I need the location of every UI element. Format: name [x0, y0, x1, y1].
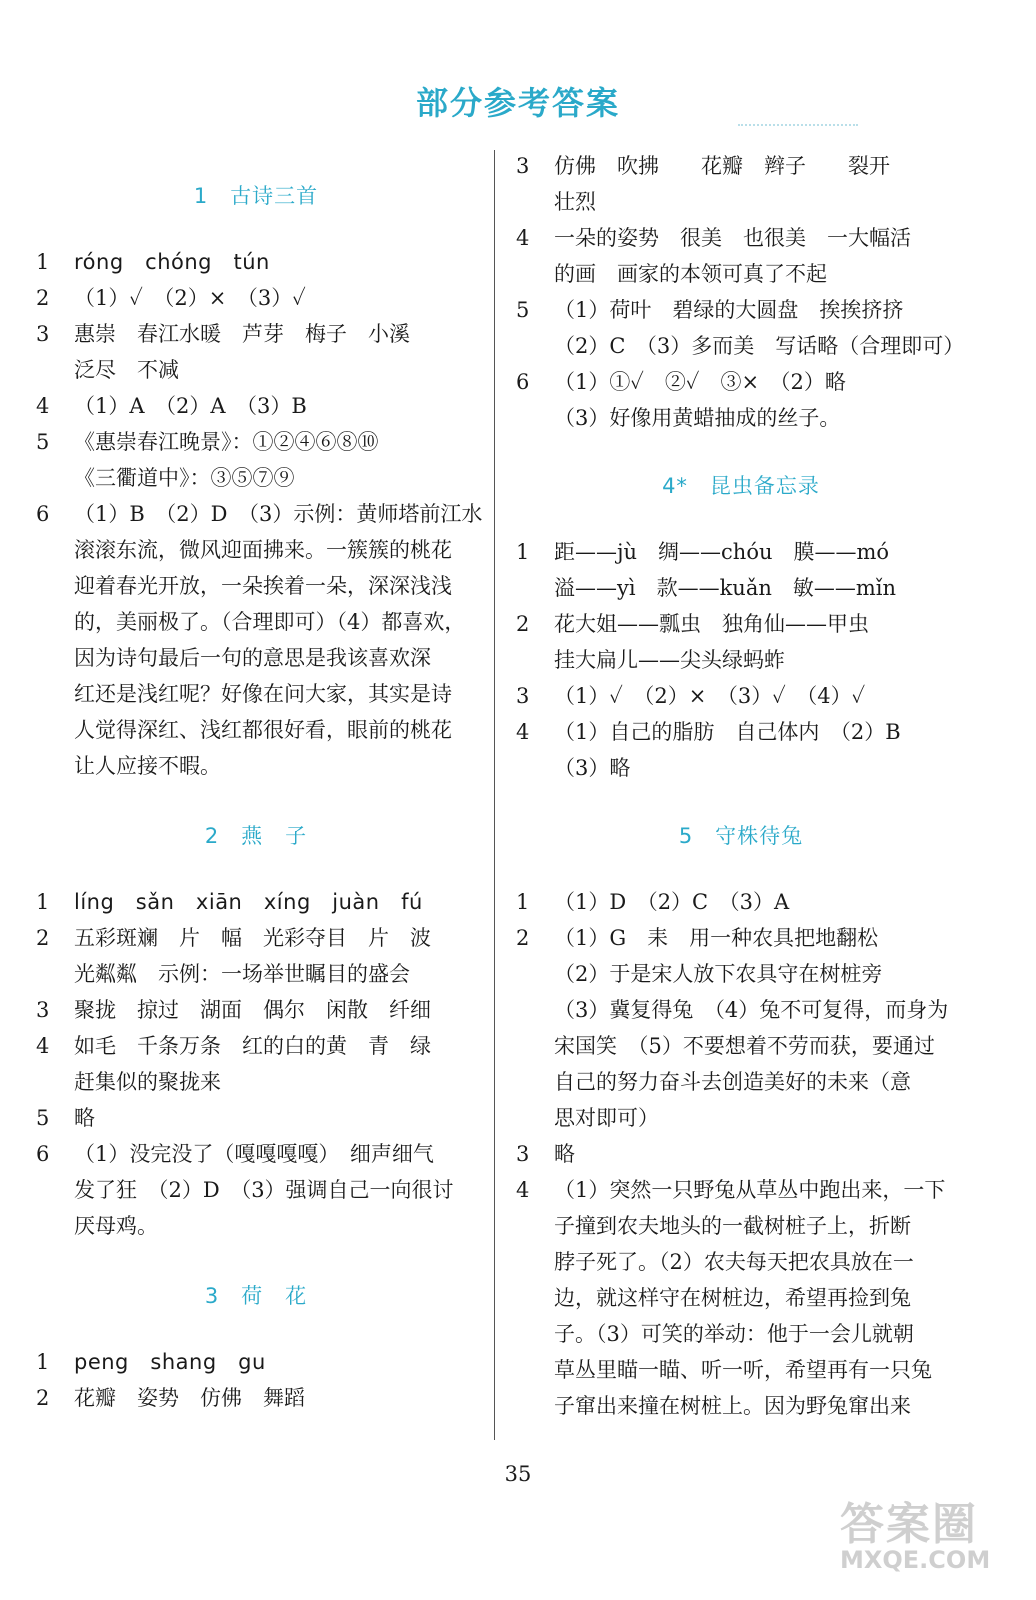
answer-item	[36, 992, 476, 1028]
answer-line: 子窜出来撞在树桩上。因为野兔窜出来	[554, 1394, 911, 1418]
answer-line: （1）D （2）C （3）A	[554, 890, 790, 914]
answer-item	[516, 364, 966, 436]
answer-text	[74, 496, 482, 784]
answer-line: 赶集似的聚拢来	[74, 1070, 221, 1094]
lesson-section	[516, 818, 966, 1424]
answer-line: 因为诗句最后一句的意思是我该喜欢深	[74, 646, 431, 670]
answer-line: （1）自己的脂肪 自己体内 （2）B	[554, 720, 901, 744]
answer-line: 脖子死了。（2）农夫每天把农具放在一	[554, 1250, 914, 1274]
answer-line: 发了狂 （2）D （3）强调自己一向很讨	[74, 1178, 454, 1202]
answer-line: （1）G 耒 用一种农具把地翻松	[554, 926, 879, 950]
answer-text	[74, 388, 476, 424]
answer-text	[74, 424, 476, 496]
answer-text	[74, 1344, 476, 1380]
answer-text	[554, 1172, 966, 1424]
section-title: 5 守株待兔	[678, 824, 804, 848]
answer-line: 自己的努力奋斗去创造美好的未来（意	[554, 1070, 911, 1094]
question-number: 3	[516, 1142, 530, 1166]
question-number: 1	[36, 1350, 50, 1374]
answer-line: 仿佛 吹拂 花瓣 辫子 裂开	[554, 154, 890, 178]
answer-text	[74, 920, 476, 992]
answer-text	[554, 534, 966, 606]
answer-line: 人觉得深红、浅红都很好看，眼前的桃花	[74, 718, 452, 742]
watermark-logo	[840, 1488, 1010, 1584]
question-number: 4	[516, 226, 530, 250]
watermark-url: MXQE.COM	[840, 1546, 991, 1574]
answer-item	[516, 884, 966, 920]
question-number: 2	[36, 1386, 50, 1410]
question-number: 1	[36, 890, 50, 914]
question-number: 1	[36, 250, 50, 274]
answer-text	[74, 316, 476, 388]
answer-line: （1）✓ （2）× （3）✓	[74, 286, 306, 310]
question-number: 3	[36, 998, 50, 1022]
question-number: 2	[516, 612, 530, 636]
answer-text	[74, 280, 476, 316]
answer-text	[554, 292, 966, 364]
question-number: 1	[516, 540, 530, 564]
question-number: 4	[36, 1034, 50, 1058]
answer-item	[36, 884, 476, 920]
answer-line: （1）①✓ ②✓ ③× （2）略	[554, 370, 846, 394]
answer-text	[74, 1380, 476, 1416]
section-title: 3 荷 花	[204, 1284, 308, 1308]
answer-text	[74, 1136, 476, 1244]
answer-line: 五彩斑斓 片 幅 光彩夺目 片 波	[74, 926, 431, 950]
answer-line: （2）C （3）多而美 写话略（合理即可）	[554, 334, 965, 358]
section-title: 4* 昆虫备忘录	[662, 474, 820, 498]
answer-line: （1）突然一只野兔从草丛中跑出来，一下	[554, 1178, 946, 1202]
answer-text	[74, 1100, 476, 1136]
answer-line: （1）✓ （2）× （3）✓ （4）✓	[554, 684, 866, 708]
answer-line: （1）没完没了（嘎嘎嘎嘎） 细声细气	[74, 1142, 434, 1166]
lesson-section	[36, 1278, 476, 1416]
section-title: 1 古诗三首	[193, 184, 319, 208]
answer-text	[554, 678, 966, 714]
answer-line: （1）B （2）D （3）示例：黄师塔前江水	[74, 502, 483, 526]
question-number: 5	[36, 430, 50, 454]
answer-line: róng chóng tún	[74, 250, 270, 274]
answer-line: 宋国笑 （5）不要想着不劳而获，要通过	[554, 1034, 935, 1058]
answer-line: 花大姐——瓢虫 独角仙——甲虫	[554, 612, 869, 636]
answer-line: 让人应接不暇。	[74, 754, 221, 778]
question-number: 4	[36, 394, 50, 418]
answer-text	[554, 884, 966, 920]
lesson-section	[36, 178, 483, 784]
page-number: 35	[504, 1462, 532, 1486]
answer-text	[554, 714, 966, 786]
answer-line: （1）A （2）A （3）B	[74, 394, 307, 418]
question-number: 3	[516, 154, 530, 178]
answer-text	[554, 148, 966, 220]
answer-item	[36, 280, 476, 316]
answer-item	[516, 678, 966, 714]
answer-item	[36, 920, 476, 992]
answer-line: 《三衢道中》：③⑤⑦⑨	[74, 466, 295, 490]
answer-item	[516, 148, 966, 220]
question-number: 6	[36, 502, 50, 526]
column-divider	[494, 150, 495, 1440]
answer-line: 厌母鸡。	[74, 1214, 158, 1238]
answer-text	[74, 884, 476, 920]
answer-line: 子。（3）可笑的举动：他于一会儿就朝	[554, 1322, 914, 1346]
answer-text	[74, 992, 476, 1028]
question-number: 3	[516, 684, 530, 708]
answer-line: 一朵的姿势 很美 也很美 一大幅活	[554, 226, 911, 250]
answer-item	[516, 220, 966, 292]
answer-text	[74, 244, 476, 280]
answer-item	[36, 1100, 476, 1136]
answer-text	[554, 220, 966, 292]
answer-item	[516, 292, 966, 364]
question-number: 5	[36, 1106, 50, 1130]
answer-line: 滚滚东流，微风迎面拂来。一簇簇的桃花	[74, 538, 452, 562]
answer-line: 的，美丽极了。（合理即可）（4）都喜欢，	[74, 610, 466, 634]
answer-text	[554, 606, 966, 678]
question-number: 2	[36, 926, 50, 950]
section-title: 2 燕 子	[204, 824, 308, 848]
answer-line: 挂大扁儿——尖头绿蚂蚱	[554, 648, 785, 672]
answer-item	[36, 424, 476, 496]
answer-item	[516, 714, 966, 786]
answer-item	[36, 1136, 476, 1244]
question-number: 3	[36, 322, 50, 346]
question-number: 4	[516, 720, 530, 744]
answer-line: 溢——yì 款——kuǎn 敏——mǐn	[554, 576, 897, 600]
answer-item	[36, 388, 476, 424]
answer-item	[36, 1380, 476, 1416]
answer-line: peng shang gu	[74, 1350, 266, 1374]
answer-line: 泛尽 不减	[74, 358, 179, 382]
question-number: 6	[516, 370, 530, 394]
answer-item	[516, 1172, 966, 1424]
answer-line: 光粼粼 示例：一场举世瞩目的盛会	[74, 962, 410, 986]
decorative-dots	[738, 124, 858, 129]
question-number: 6	[36, 1142, 50, 1166]
answer-line: （3）冀复得兔 （4）兔不可复得，而身为	[554, 998, 949, 1022]
right-column	[516, 148, 966, 1424]
answer-line: （2）于是宋人放下农具守在树桩旁	[554, 962, 883, 986]
answer-line: 边，就这样守在树桩边，希望再捡到兔	[554, 1286, 911, 1310]
left-column	[36, 148, 483, 1416]
answer-item	[36, 1344, 476, 1380]
answer-text	[554, 920, 966, 1136]
answer-line: 红还是浅红呢？好像在问大家，其实是诗	[74, 682, 452, 706]
answer-item	[516, 606, 966, 678]
answer-line: 的画 画家的本领可真了不起	[554, 262, 827, 286]
answer-line: （3）好像用黄蜡抽成的丝子。	[554, 406, 841, 430]
answer-line: 草丛里瞄一瞄、听一听，希望再有一只兔	[554, 1358, 932, 1382]
answer-line: 聚拢 掠过 湖面 偶尔 闲散 纤细	[74, 998, 431, 1022]
question-number: 5	[516, 298, 530, 322]
question-number: 4	[516, 1178, 530, 1202]
answer-line: 略	[554, 1142, 575, 1166]
answer-item	[516, 920, 966, 1136]
answer-line: 如毛 千条万条 红的白的黄 青 绿	[74, 1034, 431, 1058]
answer-line: （1）荷叶 碧绿的大圆盘 挨挨挤挤	[554, 298, 904, 322]
answer-line: （3）略	[554, 756, 631, 780]
question-number: 2	[36, 286, 50, 310]
answer-line: 壮烈	[554, 190, 596, 214]
answer-item	[36, 1028, 476, 1100]
page-title: 部分参考答案	[415, 84, 620, 122]
watermark-text: 答案圈	[840, 1499, 978, 1550]
answer-item	[36, 316, 476, 388]
answer-text	[74, 1028, 476, 1100]
answer-text	[554, 364, 966, 436]
answer-line: 《惠崇春江晚景》：①②④⑥⑧⑩	[74, 430, 379, 454]
answer-line: 略	[74, 1106, 95, 1130]
answer-item	[516, 534, 966, 606]
answer-item	[36, 244, 476, 280]
answer-line: 惠崇 春江水暖 芦芽 梅子 小溪	[74, 322, 410, 346]
lesson-section	[516, 468, 966, 786]
question-number: 2	[516, 926, 530, 950]
lesson-section	[36, 818, 476, 1244]
answer-item	[516, 1136, 966, 1172]
question-number: 1	[516, 890, 530, 914]
answer-line: 距——jù 绸——chóu 膜——mó	[554, 540, 890, 564]
answer-line: líng sǎn xiān xíng juàn fú	[74, 890, 423, 914]
answer-line: 迎着春光开放，一朵挨着一朵，深深浅浅	[74, 574, 452, 598]
answer-line: 思对即可）	[554, 1106, 659, 1130]
answer-item	[36, 496, 483, 784]
answer-line: 花瓣 姿势 仿佛 舞蹈	[74, 1386, 305, 1410]
answer-text	[554, 1136, 966, 1172]
answer-line: 子撞到农夫地头的一截树桩子上，折断	[554, 1214, 911, 1238]
